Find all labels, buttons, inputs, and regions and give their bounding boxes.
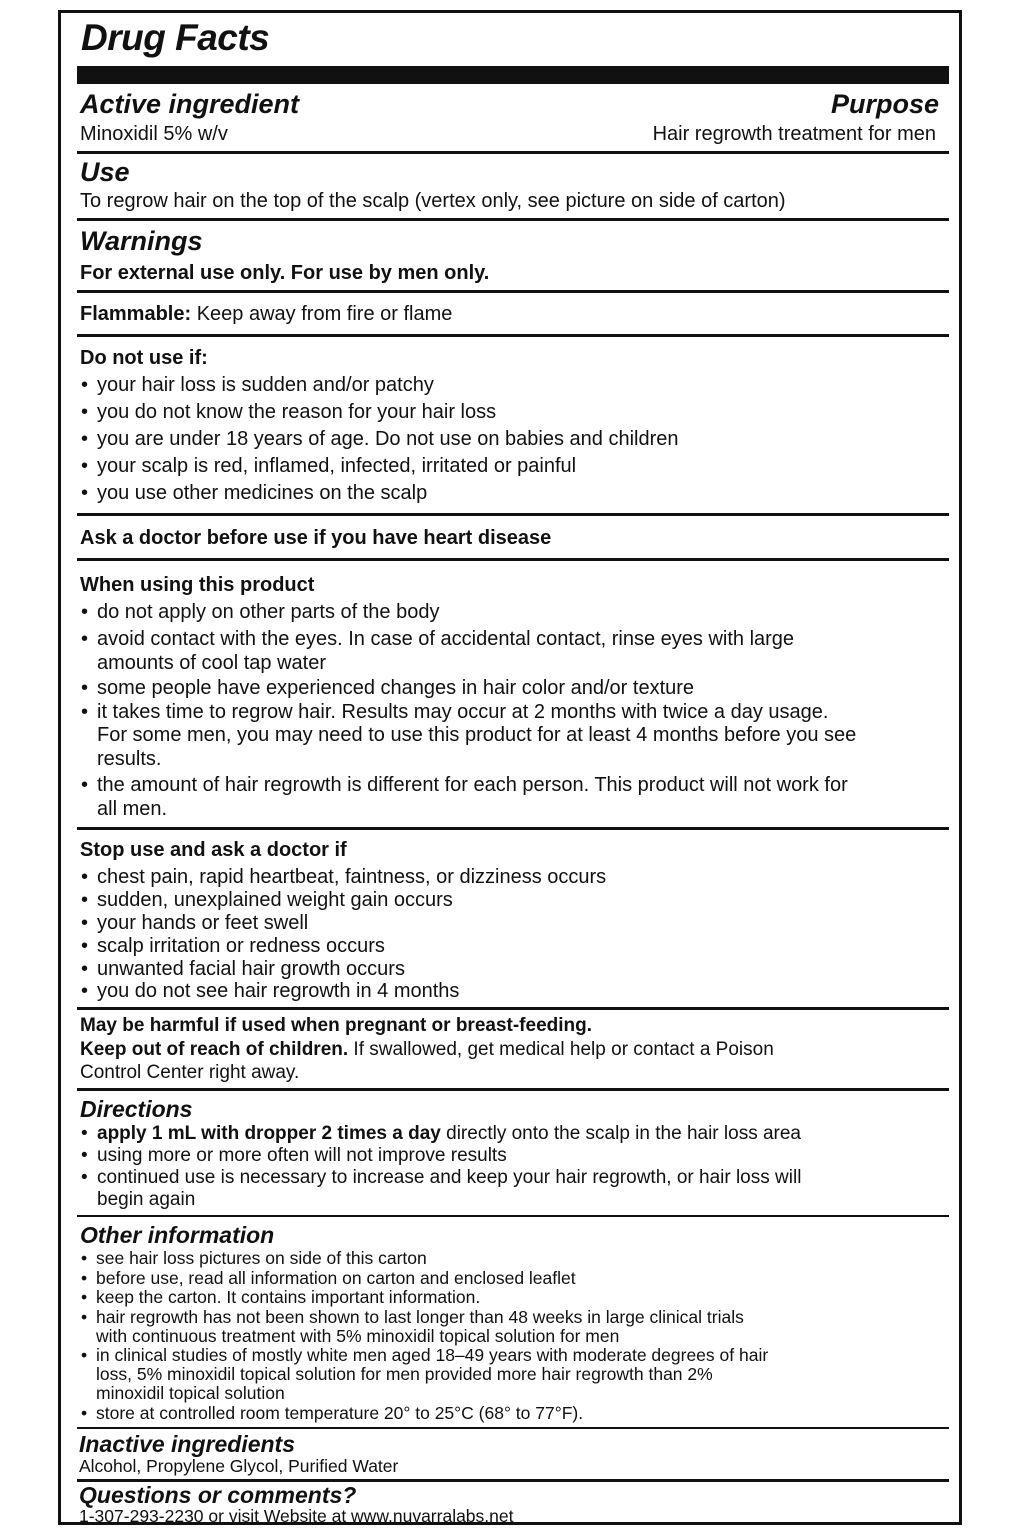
divider (77, 827, 949, 830)
divider (77, 290, 949, 293)
bullet-icon: • (81, 1145, 88, 1166)
bullet-icon: • (81, 428, 89, 450)
questions-contact: 1-307-293-2230 or visit Website at www.nuvarralabs.net (79, 1506, 514, 1526)
other-information-heading: Other information (80, 1222, 275, 1248)
when-using-heading: When using this product (80, 574, 315, 596)
bullet-icon: • (81, 1345, 88, 1365)
drug-facts-title: Drug Facts (81, 17, 270, 58)
divider (77, 1088, 949, 1091)
flammable-text: Keep away from fire or flame (191, 303, 453, 325)
warnings-heading: Warnings (80, 226, 203, 256)
bullet-icon: • (81, 1268, 88, 1288)
drug-facts-panel: Drug Facts Active ingredient Purpose Minoxidil 5% w/v Hair regrowth treatment for men Use To regrow hair on the top of the scalp (vertex only, see picture on side of carton) Warnings For external use only. For use by men only. Flammable: Keep away from fire or flame Do not use if: • your hair loss is sudden and/or patchy • you do not know the reason for your hair loss • you are under 18 years of age. Do not use on babies and children • your scalp is red, inflamed, infected, irritated or painful • you use other medicines on the scalp Ask a doctor before use if you have heart disease When using this product • do not apply on other parts of the body • avoid contact with the eyes. In case of accidental contact, rinse eyes with large amounts of cool tap water • some people have experienced changes in hair color and/or texture • it takes time to regrow hair. Results may occur at 2 months with twice a day usage. For some men, you may need to use this product for at least 4 months before you see results. • the amount of hair regrowth is different for each person. This product will not work for all men. Stop use and ask a doctor if • chest pain, rapid heartbeat, faintness, or dizziness occurs • sudden, unexplained weight gain occurs • your hands or feet swell • scalp irritation or redness occurs • unwanted facial hair growth occurs • you do not see hair regrowth in 4 months May be harmful if used when pregnant or breast-feeding. Keep out of reach of children. If swallowed, get medical help or contact a Poison Control Center right away. Directions • apply 1 mL with dropper 2 times a day directly onto the scalp in the hair loss area • using more or more often will not improve results • continued use is necessary to increase and keep your hair regrowth, or hair loss will begin again Other information • see hair loss pictures on side of this carton • before use, read all information on carton and enclosed leaflet • keep the carton. It contains important information. • hair regrowth has not been shown to last longer than 48 weeks in large clinical trials with continuous treatment with 5% minoxidil topical solution for men • in clinical studies of mostly white men aged 18–49 years with moderate degrees of hair loss, 5% minoxidil topical solution for men provided more hair regrowth than 2% minoxidil topical solution • store at controlled room temperature 20° to 25°C (68° to 77°F). Inactive ingredients Alcohol, Propylene Glycol, Purified Water Questions or comments? 1-307-293-2230 or visit Website at www.nuvarralabs.net (58, 10, 962, 1525)
active-ingredient-value: Minoxidil 5% w/v (80, 123, 228, 145)
divider (77, 151, 949, 154)
bullet-icon: • (81, 1287, 88, 1307)
bullet-icon: • (81, 980, 89, 1002)
bullet-icon: • (81, 1123, 88, 1144)
bullet-icon: • (81, 482, 89, 504)
inactive-ingredients-text: Alcohol, Propylene Glycol, Purified Water (79, 1456, 399, 1476)
divider (77, 218, 949, 221)
keep-out-text-continued: Control Center right away. (80, 1062, 300, 1083)
bullet-icon: • (81, 401, 89, 423)
directions-heading: Directions (80, 1096, 193, 1122)
use-text: To regrow hair on the top of the scalp (vertex only, see picture on side of carton) (80, 190, 786, 212)
ask-doctor-warning: Ask a doctor before use if you have heart disease (80, 527, 552, 549)
flammable-warning (80, 303, 452, 326)
keep-out-of-reach-warning (80, 1039, 774, 1061)
external-use-warning: For external use only. For use by men only. (80, 262, 490, 284)
bullet-icon: • (81, 866, 89, 888)
bullet-icon: • (81, 1403, 88, 1423)
divider (77, 558, 949, 561)
keep-out-text: If swallowed, get medical help or contact a Poison (348, 1039, 774, 1060)
do-not-use-heading: Do not use if: (80, 347, 208, 369)
pregnancy-warning: May be harmful if used when pregnant or breast-feeding. (80, 1015, 593, 1036)
divider (77, 1427, 949, 1429)
divider (77, 334, 949, 337)
active-ingredient-heading: Active ingredient (80, 89, 300, 119)
bullet-icon: • (81, 774, 89, 796)
bullet-icon: • (81, 601, 89, 623)
purpose-heading: Purpose (830, 89, 939, 119)
divider (77, 513, 949, 516)
purpose-value: Hair regrowth treatment for men (652, 123, 936, 145)
flammable-label: Flammable: (80, 303, 192, 325)
divider (77, 1215, 949, 1217)
bullet-icon: • (81, 889, 89, 911)
bullet-icon: • (81, 1248, 88, 1268)
questions-heading: Questions or comments? (79, 1482, 357, 1508)
bullet-icon: • (81, 677, 89, 699)
use-heading: Use (80, 157, 130, 187)
bullet-icon: • (81, 455, 89, 477)
bullet-icon: • (81, 935, 89, 957)
bullet-icon: • (81, 958, 89, 980)
bullet-icon: • (81, 912, 89, 934)
inactive-ingredients-heading: Inactive ingredients (79, 1431, 296, 1457)
bullet-icon: • (81, 1167, 88, 1188)
bullet-icon: • (81, 374, 89, 396)
title-bar (77, 66, 949, 84)
bullet-icon: • (81, 1307, 88, 1327)
divider (77, 1007, 949, 1010)
stop-use-heading: Stop use and ask a doctor if (80, 839, 347, 861)
bullet-icon: • (81, 701, 89, 723)
bullet-icon: • (81, 628, 89, 650)
keep-out-label: Keep out of reach of children. (80, 1039, 349, 1060)
